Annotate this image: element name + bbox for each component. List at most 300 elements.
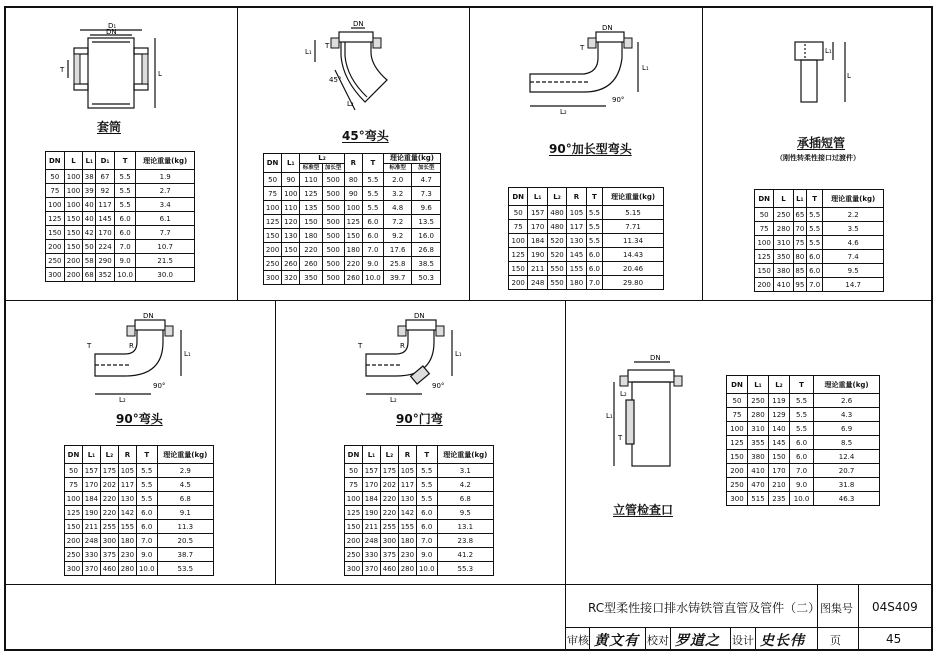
table-cell: 150 (345, 520, 363, 534)
title-block-line (589, 627, 590, 651)
page-label: 页 (830, 634, 841, 647)
table-cell: 4.5 (157, 478, 213, 492)
table-cell: 23.8 (437, 534, 493, 548)
sleeve-title: 套筒 (97, 120, 122, 134)
table-cell: 9.0 (362, 257, 383, 271)
socket-short-table (754, 189, 884, 292)
column-header: L (774, 190, 793, 208)
table-cell: 117 (398, 478, 416, 492)
table-cell: 200 (727, 464, 748, 478)
table-cell: 92 (96, 184, 115, 198)
table-cell: 180 (118, 534, 136, 548)
table-cell: 100 (755, 236, 774, 250)
table-cell: 200 (264, 243, 282, 257)
table-cell: 255 (380, 520, 398, 534)
table-cell: 230 (398, 548, 416, 562)
table-cell: 100 (727, 422, 748, 436)
table-cell: 10.0 (362, 271, 383, 285)
table-cell: 10.7 (136, 240, 195, 254)
table-cell: 100 (64, 184, 83, 198)
grid-line (237, 6, 238, 300)
table-cell: 26.8 (412, 243, 441, 257)
column-header: R (398, 446, 416, 464)
table-row (65, 478, 214, 492)
sleeve-drawing (60, 20, 170, 110)
atlas-number: 04S409 (872, 600, 918, 614)
table-cell: 50 (264, 173, 282, 187)
column-header: L₂ (380, 446, 398, 464)
table-cell: 6.8 (157, 492, 213, 506)
table-cell: 50.3 (412, 271, 441, 285)
table-cell: 190 (528, 248, 547, 262)
table-cell: 5.5 (416, 478, 437, 492)
table-cell: 21.5 (136, 254, 195, 268)
table-cell: 75 (264, 187, 282, 201)
table-cell: 260 (344, 271, 362, 285)
table-cell: 90 (282, 173, 300, 187)
table-cell: 130 (282, 229, 300, 243)
table-cell: 180 (300, 229, 322, 243)
table-cell: 12.4 (814, 450, 880, 464)
table-cell: 7.2 (383, 215, 412, 229)
table-cell: 355 (747, 436, 768, 450)
table-cell: 170 (362, 478, 380, 492)
table-cell: 110 (300, 173, 322, 187)
table-cell: 200 (64, 268, 83, 282)
table-cell: 200 (46, 240, 65, 254)
table-cell: 211 (528, 262, 547, 276)
table-cell: 157 (528, 206, 547, 220)
title-block-line (755, 627, 756, 651)
column-subheader: 加长型 (412, 164, 441, 173)
table-cell: 9.5 (437, 506, 493, 520)
table-cell: 117 (118, 478, 136, 492)
column-header: 理论重量(kg) (603, 188, 664, 206)
table-row (46, 226, 195, 240)
table-cell: 155 (398, 520, 416, 534)
table-cell: 150 (727, 450, 748, 464)
socket-short-label-l: L (847, 72, 851, 80)
table-row (65, 464, 214, 478)
elbow90-label-l2: L₂ (119, 396, 126, 404)
table-cell: 68 (83, 268, 96, 282)
elbow90-drawing (85, 312, 195, 407)
table-row (727, 422, 880, 436)
table-cell: 150 (64, 226, 83, 240)
column-header: L₂ (100, 446, 118, 464)
elbow45-label-l2: L₂ (347, 100, 354, 108)
column-header: L₁ (793, 190, 806, 208)
column-header: L₂ (768, 376, 789, 394)
table-cell: 8.5 (814, 436, 880, 450)
table-cell: 50 (83, 240, 96, 254)
elbow90long-title: 90°加长型弯头 (549, 142, 632, 156)
table-cell: 50 (65, 464, 83, 478)
table-cell: 38.5 (412, 257, 441, 271)
table-row (65, 520, 214, 534)
sleeve-label-dn: DN (106, 28, 117, 36)
table-cell: 320 (282, 271, 300, 285)
column-header: L₁ (83, 152, 96, 170)
socket-short-title: 承插短管 (797, 136, 846, 150)
column-header: T (136, 446, 157, 464)
column-subheader: 标准型 (300, 164, 322, 173)
column-header: 理论重量(kg) (437, 446, 493, 464)
table-cell: 7.0 (362, 243, 383, 257)
elbow45-label-t: T (325, 42, 330, 50)
table-cell: 155 (118, 520, 136, 534)
table-header-row (65, 446, 214, 464)
table-row (345, 534, 494, 548)
sleeve-label-l: L (158, 70, 162, 78)
table-cell: 200 (345, 534, 363, 548)
table-cell: 6.0 (586, 248, 602, 262)
table-cell: 142 (118, 506, 136, 520)
table-row (65, 506, 214, 520)
table-cell: 500 (322, 243, 344, 257)
column-header: T (416, 446, 437, 464)
elbow90door-table (344, 445, 494, 576)
table-row (755, 208, 884, 222)
table-cell: 170 (82, 478, 100, 492)
table-cell: 130 (118, 492, 136, 506)
table-cell: 67 (96, 170, 115, 184)
table-cell: 5.5 (789, 408, 813, 422)
table-cell: 7.7 (136, 226, 195, 240)
table-cell: 13.5 (412, 215, 441, 229)
table-cell: 100 (64, 170, 83, 184)
grid-line (4, 584, 933, 585)
elbow45-label-dn: DN (353, 20, 364, 28)
table-cell: 4.8 (383, 201, 412, 215)
sleeve-label-t: T (60, 66, 65, 74)
table-cell: 200 (509, 276, 528, 290)
table-cell: 250 (747, 394, 768, 408)
table-cell: 6.9 (814, 422, 880, 436)
column-header: L₂ (300, 154, 344, 164)
column-header: 理论重量(kg) (814, 376, 880, 394)
table-cell: 150 (755, 264, 774, 278)
table-cell: 460 (380, 562, 398, 576)
table-cell: 2.2 (823, 208, 884, 222)
table-cell: 4.6 (823, 236, 884, 250)
table-cell: 110 (282, 201, 300, 215)
column-header: 理论重量(kg) (823, 190, 884, 208)
table-cell: 500 (322, 257, 344, 271)
table-cell: 255 (100, 520, 118, 534)
table-cell: 260 (300, 257, 322, 271)
table-row (264, 173, 441, 187)
table-cell: 5.5 (416, 492, 437, 506)
table-cell: 135 (300, 201, 322, 215)
table-cell: 100 (344, 201, 362, 215)
table-cell: 125 (65, 506, 83, 520)
table-cell: 65 (793, 208, 806, 222)
table-cell: 300 (345, 562, 363, 576)
table-cell: 175 (380, 464, 398, 478)
table-cell: 5.5 (136, 478, 157, 492)
table-cell: 375 (380, 548, 398, 562)
table-cell: 5.5 (416, 464, 437, 478)
table-row (46, 184, 195, 198)
table-cell: 6.1 (136, 212, 195, 226)
table-cell: 190 (362, 506, 380, 520)
table-cell: 3.5 (823, 222, 884, 236)
table-cell: 480 (547, 206, 566, 220)
table-cell: 184 (528, 234, 547, 248)
table-row (345, 520, 494, 534)
riser-label-t: T (618, 434, 623, 442)
table-cell: 500 (322, 271, 344, 285)
table-cell: 5.5 (789, 394, 813, 408)
table-cell: 520 (547, 234, 566, 248)
table-cell: 248 (82, 534, 100, 548)
table-cell: 6.0 (362, 229, 383, 243)
table-cell: 6.0 (789, 436, 813, 450)
table-cell: 300 (46, 268, 65, 282)
table-cell: 119 (768, 394, 789, 408)
elbow90-label-l1: L₁ (184, 350, 191, 358)
table-cell: 150 (264, 229, 282, 243)
title-block-line (565, 627, 933, 628)
table-cell: 41.2 (437, 548, 493, 562)
table-cell: 211 (362, 520, 380, 534)
table-cell: 155 (567, 262, 586, 276)
table-cell: 50 (345, 464, 363, 478)
table-cell: 6.0 (114, 212, 136, 226)
table-cell: 7.0 (114, 240, 136, 254)
table-cell: 250 (727, 478, 748, 492)
table-cell: 500 (322, 187, 344, 201)
table-cell: 230 (118, 548, 136, 562)
table-cell: 2.7 (136, 184, 195, 198)
elbow45-label-angle: 45° (329, 76, 342, 84)
elbow90long-label-dn: DN (602, 24, 613, 32)
table-cell: 4.7 (412, 173, 441, 187)
table-row (727, 436, 880, 450)
table-cell: 330 (82, 548, 100, 562)
table-cell: 5.5 (114, 198, 136, 212)
table-cell: 125 (509, 248, 528, 262)
table-cell: 145 (567, 248, 586, 262)
column-header: DN (65, 446, 83, 464)
elbow90long-label-t: T (580, 44, 585, 52)
table-cell: 5.5 (362, 187, 383, 201)
elbow90-title: 90°弯头 (116, 412, 163, 426)
riser-inspection-drawing (600, 352, 690, 472)
table-cell: 157 (82, 464, 100, 478)
table-cell: 100 (509, 234, 528, 248)
table-cell: 130 (398, 492, 416, 506)
table-cell: 10.0 (789, 492, 813, 506)
table-row (345, 562, 494, 576)
table-header-row (345, 446, 494, 464)
column-header: DN (727, 376, 748, 394)
table-cell: 53.5 (157, 562, 213, 576)
table-cell: 184 (362, 492, 380, 506)
table-cell: 9.5 (823, 264, 884, 278)
table-cell: 100 (46, 198, 65, 212)
table-cell: 300 (727, 492, 748, 506)
sleeve-table (45, 151, 195, 282)
title-block-line (817, 584, 818, 651)
table-row (727, 394, 880, 408)
table-cell: 350 (300, 271, 322, 285)
elbow90door-label-l2: L₂ (390, 396, 397, 404)
elbow90door-title: 90°门弯 (396, 412, 443, 426)
table-cell: 50 (727, 394, 748, 408)
atlas-label: 图集号 (820, 602, 853, 615)
riser-inspection-title: 立管检查口 (613, 503, 674, 517)
table-cell: 290 (96, 254, 115, 268)
table-cell: 9.0 (136, 548, 157, 562)
table-cell: 500 (322, 215, 344, 229)
check-label: 校对 (647, 634, 669, 647)
table-cell: 7.0 (807, 278, 823, 292)
table-header-row (727, 376, 880, 394)
table-cell: 250 (774, 208, 793, 222)
table-row (727, 492, 880, 506)
table-header-row (46, 152, 195, 170)
table-row (345, 506, 494, 520)
column-header: 理论重量(kg) (157, 446, 213, 464)
elbow90-table (64, 445, 214, 576)
table-header-row (755, 190, 884, 208)
elbow90long-table (508, 187, 664, 290)
table-cell: 250 (345, 548, 363, 562)
table-cell: 150 (344, 229, 362, 243)
table-cell: 2.0 (383, 173, 412, 187)
column-header: DN (755, 190, 774, 208)
table-cell: 280 (774, 222, 793, 236)
column-header: T (807, 190, 823, 208)
table-cell: 7.71 (603, 220, 664, 234)
table-cell: 5.5 (362, 173, 383, 187)
table-cell: 75 (755, 222, 774, 236)
table-cell: 150 (64, 240, 83, 254)
table-cell: 380 (747, 450, 768, 464)
table-cell: 280 (118, 562, 136, 576)
table-row (755, 222, 884, 236)
table-row (755, 278, 884, 292)
table-cell: 150 (282, 243, 300, 257)
table-cell: 300 (65, 562, 83, 576)
table-cell: 220 (380, 492, 398, 506)
table-cell: 7.0 (586, 276, 602, 290)
table-cell: 150 (64, 212, 83, 226)
table-cell: 46.3 (814, 492, 880, 506)
table-cell: 200 (755, 278, 774, 292)
table-row (509, 220, 664, 234)
elbow90door-label-dn: DN (414, 312, 425, 320)
table-cell: 150 (65, 520, 83, 534)
grid-line (4, 300, 933, 301)
table-cell: 180 (567, 276, 586, 290)
column-header: DN (345, 446, 363, 464)
table-cell: 7.4 (823, 250, 884, 264)
table-cell: 224 (96, 240, 115, 254)
table-cell: 10.0 (114, 268, 136, 282)
table-cell: 50 (509, 206, 528, 220)
column-header: 理论重量(kg) (383, 154, 440, 164)
review-label: 审核 (567, 634, 589, 647)
grid-line (275, 300, 276, 584)
table-cell: 330 (362, 548, 380, 562)
table-cell: 6.0 (807, 264, 823, 278)
riser-label-dn: DN (650, 354, 661, 362)
table-cell: 170 (96, 226, 115, 240)
socket-short-label-l1: L₁ (825, 47, 832, 55)
table-cell: 410 (747, 464, 768, 478)
table-cell: 550 (547, 262, 566, 276)
socket-short-subtitle: （刚性转柔性接口过渡件） (776, 154, 860, 162)
table-cell: 129 (768, 408, 789, 422)
table-cell: 20.5 (157, 534, 213, 548)
table-cell: 75 (65, 478, 83, 492)
table-cell: 145 (96, 212, 115, 226)
column-subheader: 标准型 (383, 164, 412, 173)
table-cell: 117 (567, 220, 586, 234)
table-cell: 2.9 (157, 464, 213, 478)
table-cell: 5.5 (807, 236, 823, 250)
table-cell: 200 (64, 254, 83, 268)
table-cell: 39 (83, 184, 96, 198)
elbow90-label-angle: 90° (153, 382, 166, 390)
table-cell: 100 (345, 492, 363, 506)
table-row (755, 236, 884, 250)
table-cell: 40 (83, 212, 96, 226)
table-cell: 300 (380, 534, 398, 548)
table-cell: 352 (96, 268, 115, 282)
table-row (345, 492, 494, 506)
table-cell: 220 (100, 506, 118, 520)
table-cell: 211 (82, 520, 100, 534)
table-cell: 3.2 (383, 187, 412, 201)
table-cell: 5.5 (807, 208, 823, 222)
table-cell: 75 (509, 220, 528, 234)
table-cell: 75 (46, 184, 65, 198)
table-cell: 13.1 (437, 520, 493, 534)
table-cell: 105 (567, 206, 586, 220)
table-cell: 5.5 (586, 234, 602, 248)
title-block-line (645, 627, 646, 651)
table-row (509, 206, 664, 220)
column-header: L₂ (547, 188, 566, 206)
table-cell: 170 (768, 464, 789, 478)
table-row (755, 264, 884, 278)
table-cell: 9.0 (416, 548, 437, 562)
table-row (264, 215, 441, 229)
table-cell: 220 (100, 492, 118, 506)
table-cell: 280 (747, 408, 768, 422)
table-cell: 280 (398, 562, 416, 576)
table-cell: 120 (282, 215, 300, 229)
table-row (509, 234, 664, 248)
table-cell: 515 (747, 492, 768, 506)
table-cell: 100 (282, 187, 300, 201)
table-row (727, 478, 880, 492)
table-cell: 11.34 (603, 234, 664, 248)
table-cell: 10.0 (416, 562, 437, 576)
table-cell: 90 (344, 187, 362, 201)
table-cell: 58 (83, 254, 96, 268)
column-header: L₁ (282, 154, 300, 173)
table-row (65, 548, 214, 562)
elbow90door-label-l1: L₁ (455, 350, 462, 358)
table-cell: 125 (264, 215, 282, 229)
elbow90long-label-l1: L₁ (642, 64, 649, 72)
table-cell: 105 (118, 464, 136, 478)
